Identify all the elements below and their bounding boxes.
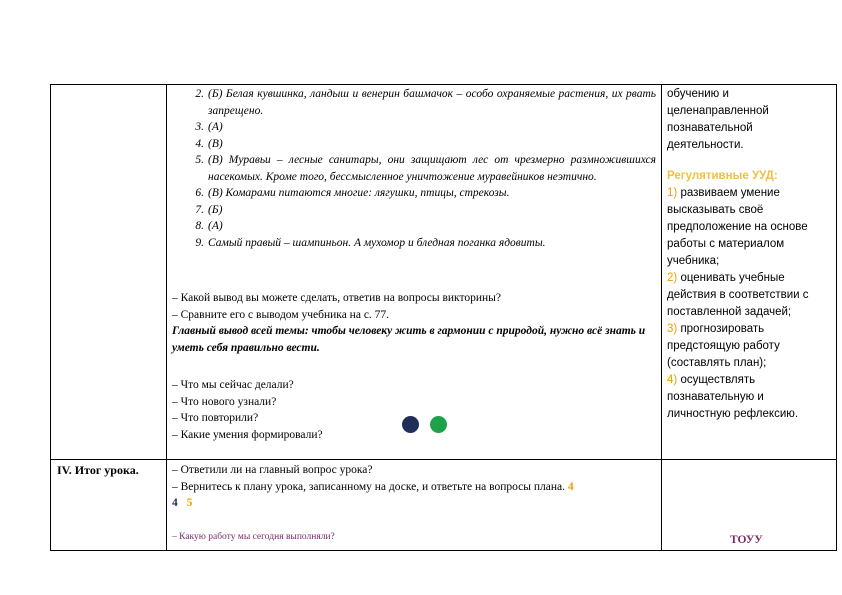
answer-text: (В) Муравьи – лесные санитары, они защищают лес от чрезмерно размножившихся насекомых. Кроме того, бессмысленное уничтожение муравейников неэтично. <box>208 154 656 183</box>
regulatory-item-line <box>667 372 833 389</box>
reflection-q2: – Что нового узнали? <box>172 395 277 408</box>
regulatory-item-line <box>667 202 833 219</box>
answer-text: (Б) <box>208 203 223 216</box>
regulatory-item-line <box>667 355 833 372</box>
regulatory-item-line <box>667 219 833 236</box>
regulatory-item-text: действия в соответствии с <box>667 289 809 301</box>
regulatory-item-text: поставленной задачей; <box>667 306 792 318</box>
regulatory-item-text: работы с материалом <box>667 238 785 250</box>
answer-text: Самый правый – шампиньон. А мухомор и бледная поганка ядовиты. <box>208 236 546 249</box>
answers-cell <box>172 86 656 251</box>
regulatory-item-number: 1) <box>667 187 678 199</box>
answer-number: 2. <box>195 88 204 100</box>
regulatory-item-line <box>667 304 833 321</box>
row-divider <box>50 459 837 460</box>
regulatory-item-text: учебника; <box>667 255 720 267</box>
regulatory-item-text: познавательную и <box>667 391 764 403</box>
stage-label: IV. Итог урока. <box>57 463 139 477</box>
answer-number: 4. <box>195 137 204 150</box>
regulatory-item-text: развиваем умение <box>680 187 780 199</box>
regulatory-item-line <box>667 236 833 253</box>
answer-number: 6. <box>195 187 204 199</box>
regulatory-item-line <box>667 270 833 287</box>
answer-item <box>172 218 656 235</box>
regulatory-item-line <box>667 389 833 406</box>
regulatory-item-number: 3) <box>667 323 678 335</box>
plan-number-4: 4 <box>567 480 574 493</box>
column-divider-2 <box>661 84 662 551</box>
regulatory-item-text: (составлять план); <box>667 357 767 369</box>
reflection-q3: – Что повторили? <box>172 412 259 424</box>
uud-line-3: познавательной <box>667 122 753 134</box>
regulatory-item-line <box>667 185 833 202</box>
summary-cell <box>172 462 658 512</box>
question-compare: – Сравните его с выводом учебника на с. 77. <box>172 308 390 321</box>
answer-item <box>172 136 656 153</box>
regulatory-list <box>667 185 833 423</box>
answer-item <box>172 86 656 119</box>
uud-line-1: обучению и <box>667 88 729 100</box>
uud-cell <box>667 86 833 423</box>
reflection-questions <box>172 377 472 443</box>
answer-number: 9. <box>195 236 204 249</box>
regulatory-item-text: предстоящую работу <box>667 340 780 352</box>
answer-item <box>172 185 656 202</box>
reflection-q1: – Что мы сейчас делали? <box>172 379 294 391</box>
regulatory-item-text: прогнозировать <box>680 323 765 335</box>
regulatory-item-number: 4) <box>667 374 678 386</box>
toyu-label: ТОУУ <box>730 534 763 546</box>
regulatory-item-line <box>667 287 833 304</box>
answers-list <box>172 86 656 251</box>
uud-line-2: целенаправленной <box>667 105 769 117</box>
answer-text: (А) <box>208 121 223 133</box>
answer-number: 8. <box>195 220 204 232</box>
green-circle <box>430 416 447 433</box>
summary-q1: – Ответили ли на главный вопрос урока? <box>172 464 373 476</box>
plan-number-4b: 4 <box>172 497 178 509</box>
plan-number-5: 5 <box>186 497 193 509</box>
regulatory-item-line <box>667 253 833 270</box>
answer-number: 5. <box>195 154 204 166</box>
answer-text: (А) <box>208 220 223 232</box>
regulatory-item-line <box>667 338 833 355</box>
column-divider-1 <box>166 84 167 551</box>
answer-item <box>172 152 656 185</box>
answer-number: 7. <box>195 203 204 216</box>
reflection-q4: – Какие умения формировали? <box>172 428 323 441</box>
answer-text: (В) <box>208 137 223 150</box>
uud-line-4: деятельности. <box>667 139 744 151</box>
regulatory-item-number: 2) <box>667 272 678 284</box>
summary-q2: – Вернитесь к плану урока, записанному на доске, и ответьте на вопросы плана. <box>172 480 565 493</box>
regulatory-item-line <box>667 321 833 338</box>
navy-circle <box>402 416 419 433</box>
summary-q3: – Какую работу мы сегодня выполняли? <box>172 532 335 542</box>
answer-text: (В) Комарами питаются многие: лягушки, птицы, стрекозы. <box>208 187 510 199</box>
regulatory-item-text: оценивать учебные <box>680 272 785 284</box>
answer-text: (Б) Белая кувшинка, ландыш и венерин башмачок – особо охраняемые растения, их рвать запрещено. <box>208 88 656 117</box>
regulatory-item-text: личностную рефлексию. <box>667 408 799 420</box>
answer-number: 3. <box>195 121 204 133</box>
regulatory-item-text: осуществлять <box>680 374 756 386</box>
regulatory-heading: Регулятивные УУД: <box>667 170 778 182</box>
answer-item <box>172 119 656 136</box>
regulatory-item-line <box>667 406 833 423</box>
questions-block <box>172 290 656 356</box>
regulatory-item-text: высказывать своё <box>667 204 764 216</box>
answer-item <box>172 235 656 252</box>
regulatory-item-text: предположение на основе <box>667 221 808 233</box>
answer-item <box>172 202 656 219</box>
question-conclusion: – Какой вывод вы можете сделать, ответив на вопросы викторины? <box>172 292 501 304</box>
main-conclusion: Главный вывод всей темы: чтобы человеку жить в гармонии с природой, нужно всё знать и уметь себя правильно вести. <box>172 325 646 354</box>
